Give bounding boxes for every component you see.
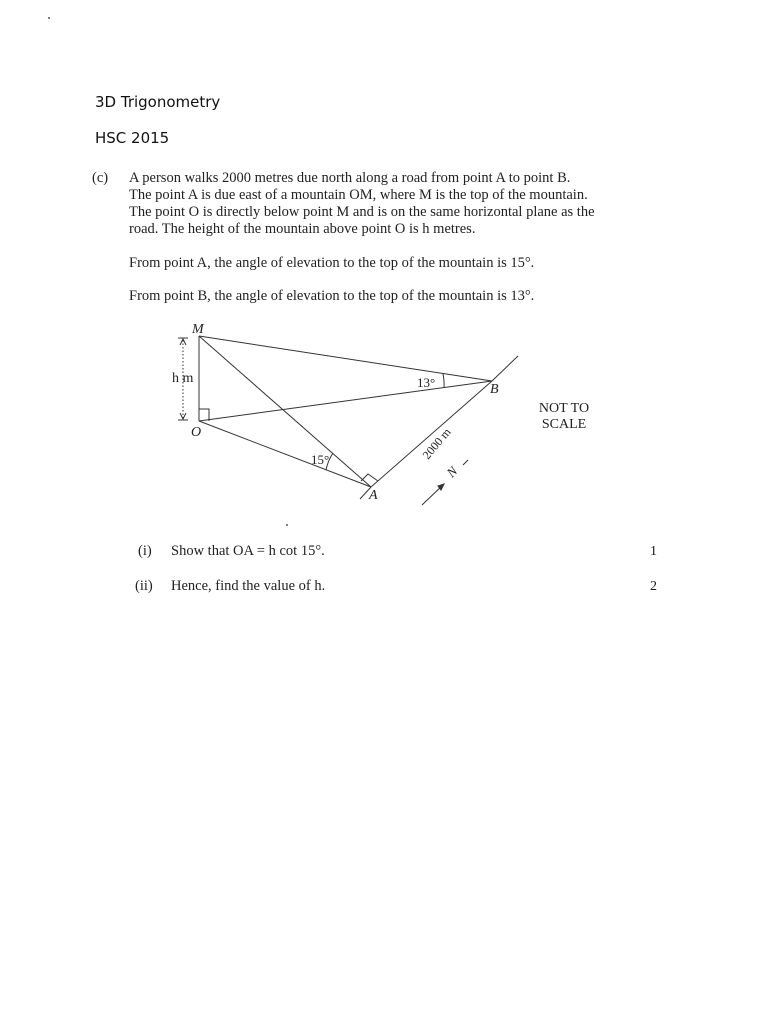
line-OA bbox=[199, 421, 371, 487]
label-O: O bbox=[191, 425, 202, 440]
intro-line: The point A is due east of a mountain OM, where M is the top of the mountain. bbox=[129, 187, 588, 203]
intro-line: The point O is directly below point M and is on the same horizontal plane as the bbox=[129, 204, 595, 220]
question-part-label: (c) bbox=[92, 170, 109, 186]
intro-line: road. The height of the mountain above point O is h metres. bbox=[129, 221, 476, 237]
label-M: M bbox=[192, 322, 204, 337]
subpart-ii-label: (ii) bbox=[135, 578, 153, 594]
north-label: N bbox=[443, 463, 461, 481]
road-length-label: 2000 m bbox=[419, 425, 454, 462]
scale-note-line: SCALE bbox=[541, 417, 587, 432]
page-subtitle: HSC 2015 bbox=[95, 129, 170, 147]
label-h: h m bbox=[172, 371, 194, 386]
road-extension bbox=[492, 356, 518, 381]
fact-angle-a: From point A, the angle of elevation to the top of the mountain is 15°. bbox=[129, 255, 535, 271]
right-angle-O bbox=[199, 409, 209, 421]
subpart-ii-text: Hence, find the value of h. bbox=[171, 578, 326, 594]
subpart-ii-marks: 2 bbox=[650, 579, 657, 594]
page-title: 3D Trigonometry bbox=[95, 93, 221, 111]
road-dash bbox=[463, 460, 468, 465]
subpart-i-marks: 1 bbox=[650, 544, 657, 559]
fact-angle-b: From point B, the angle of elevation to the top of the mountain is 13°. bbox=[129, 288, 535, 304]
line-OB bbox=[199, 381, 492, 421]
angle-A-label: 15° bbox=[311, 452, 330, 467]
line-AB-road bbox=[371, 381, 492, 487]
subpart-i-label: (i) bbox=[138, 543, 152, 559]
label-A: A bbox=[369, 488, 378, 503]
intro-line: A person walks 2000 metres due north along a road from point A to point B. bbox=[129, 170, 571, 186]
angle-B-label: 13° bbox=[417, 375, 436, 390]
scale-note-line: NOT TO bbox=[538, 401, 590, 416]
label-B: B bbox=[490, 382, 499, 397]
scale-note bbox=[536, 401, 592, 433]
subpart-i-text: Show that OA = h cot 15°. bbox=[171, 543, 325, 559]
angle-arc-B bbox=[443, 374, 444, 387]
